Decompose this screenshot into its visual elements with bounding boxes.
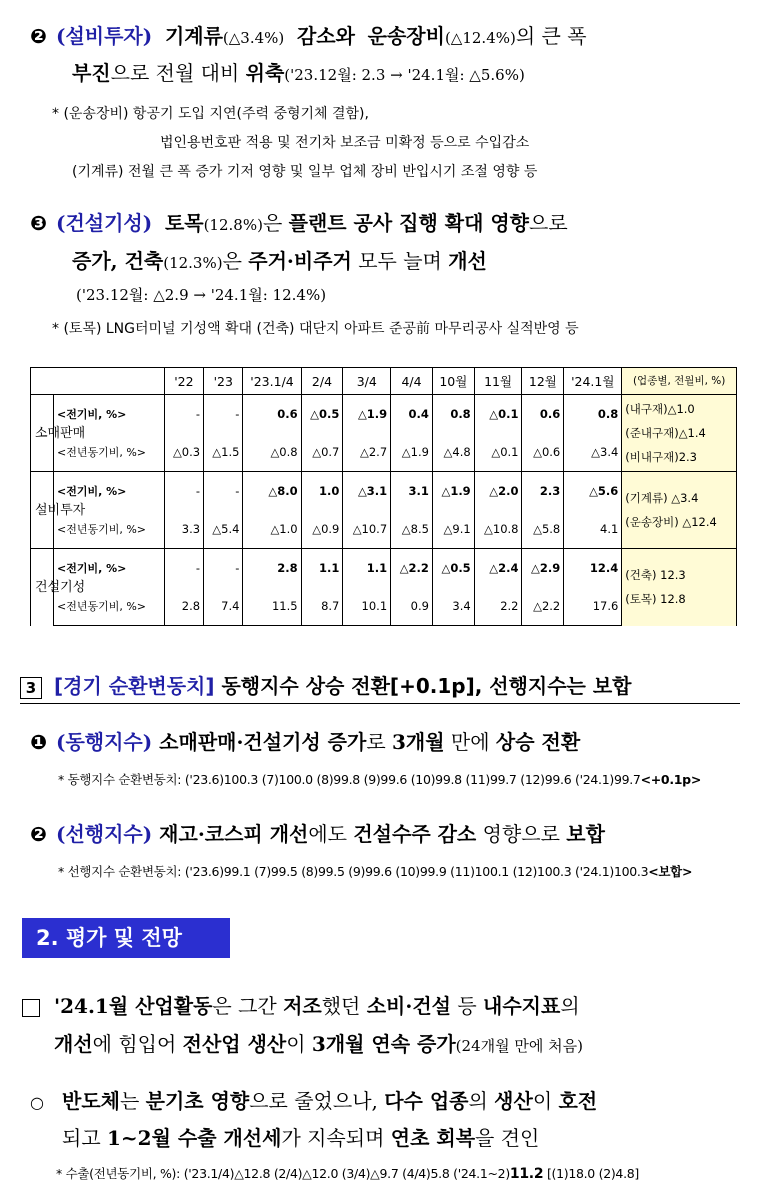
circle-1-icon: ❶ bbox=[30, 730, 47, 754]
square-bullet-icon bbox=[22, 999, 40, 1017]
col-header: 12월 bbox=[522, 368, 564, 395]
col-header: '24.1월 bbox=[564, 368, 622, 395]
row-group-label: 소매판매 bbox=[31, 395, 54, 472]
col-header: '23.1/4 bbox=[243, 368, 301, 395]
sec3-line2: 증가, 건축(12.3%)은 주거·비주거 모두 늘며 개선 bbox=[72, 249, 487, 273]
eval-circle-line1: ○ 반도체는 분기초 영향으로 줄었으나, 다수 업종의 생산이 호전 bbox=[30, 1089, 598, 1113]
col-header: 3/4 bbox=[343, 368, 391, 395]
row-group-label: 설비투자 bbox=[31, 472, 54, 549]
col-header: '22 bbox=[164, 368, 203, 395]
row-group-label: 건설기성 bbox=[31, 549, 54, 626]
sec2-line1: ❷ (설비투자) 기계류(△3.4%) 감소와 운송장비(△12.4%)의 큰 폭 bbox=[30, 24, 587, 48]
cycle-item1-note: * 동행지수 순환변동치: ('23.6)100.3 (7)100.0 (8)99.8 (9)99.6 (10)99.8 (11)99.7 (12)99.6 ('24.1)99.7<+0.1p> bbox=[58, 772, 701, 787]
cycle-item1: ❶ (동행지수) 소매판매·건설기성 증가로 3개월 만에 상승 전환 bbox=[30, 730, 581, 754]
sec2-note2: 법인용번호판 적용 및 전기차 보조금 미확정 등으로 수입감소 bbox=[160, 135, 530, 151]
cycle-item2: ❷ (선행지수) 재고·코스피 개선에도 건설수주 감소 영향으로 보합 bbox=[30, 822, 605, 846]
square-3-icon: 3 bbox=[20, 677, 42, 699]
eval-circle-line2: 되고 1~2월 수출 개선세가 지속되며 연초 회복을 견인 bbox=[62, 1126, 540, 1150]
table-header-row bbox=[31, 368, 737, 395]
col-header: 11월 bbox=[474, 368, 522, 395]
section-title: 2. 평가 및 전망 bbox=[22, 918, 230, 958]
sec3-note: * (토목) LNG터미널 기성액 확대 (건축) 대단지 아파트 준공前 마무리공사 실적반영 등 bbox=[52, 321, 579, 337]
table-row: 건설기성 <전기비, %> - - 2.8 1.1 1.1 △2.2 △0.5 △2.4 △2.9 12.4 (건축) 12.3 (토목) 12.8 bbox=[31, 549, 737, 588]
cycle-heading: 3 [경기 순환변동치] 동행지수 상승 전환[+0.1p], 선행지수는 보합 bbox=[20, 670, 740, 704]
col-header: 2/4 bbox=[301, 368, 343, 395]
col-header: '23 bbox=[204, 368, 243, 395]
row-group-note: (내구재)△1.0 (준내구재)△1.4 (비내구재)2.3 bbox=[622, 395, 737, 472]
row-group-note: (기계류) △3.4 (운송장비) △12.4 bbox=[622, 472, 737, 549]
circle-bullet-icon: ○ bbox=[30, 1093, 44, 1112]
sec2-tag: (설비투자) bbox=[56, 24, 153, 48]
sec2-line2: 부진으로 전월 대비 위축('23.12월: 2.3 → '24.1월: △5.6%) bbox=[72, 61, 525, 85]
eval-line2: 개선에 힘입어 전산업 생산이 3개월 연속 증가(24개월 만에 처음) bbox=[54, 1032, 583, 1056]
table-row: <전년동기비, %> △0.3 △1.5 △0.8 △0.7 △2.7 △1.9 △4.8 △0.1 △0.6 △3.4 bbox=[31, 433, 737, 472]
sec3-tag: (건설기성) bbox=[56, 211, 153, 235]
circle-3-icon: ❸ bbox=[30, 211, 47, 235]
eval-note: * 수출(전년동기비, %): ('23.1/4)△12.8 (2/4)△12.0 (3/4)△9.7 (4/4)5.8 ('24.1~2)11.2 [(1)18.0 (2)4.8] bbox=[56, 1166, 639, 1182]
sec3-line3: ('23.12월: △2.9 → '24.1월: 12.4%) bbox=[76, 286, 327, 304]
table-row: 소매판매 <전기비, %> - - 0.6 △0.5 △1.9 0.4 0.8 △0.1 0.6 0.8 (내구재)△1.0 (준내구재)△1.4 (비내구재)2.3 bbox=[31, 395, 737, 434]
table-row: <전년동기비, %> 2.8 7.4 11.5 8.7 10.1 0.9 3.4 2.2 △2.2 17.6 bbox=[31, 587, 737, 626]
col-header: 4/4 bbox=[391, 368, 433, 395]
circle-2-icon: ❷ bbox=[30, 24, 47, 48]
sec2-note1: * (운송장비) 항공기 도입 지연(주력 중형기체 결함), bbox=[52, 106, 369, 122]
indicator-table bbox=[30, 367, 737, 626]
sec3-line1: ❸ (건설기성) 토목(12.8%)은 플랜트 공사 집행 확대 영향으로 bbox=[30, 211, 568, 235]
sec2-note3: (기계류) 전월 큰 폭 증가 기저 영향 및 일부 업체 장비 반입시기 조절 영향 등 bbox=[72, 164, 538, 180]
cycle-item2-note: * 선행지수 순환변동치: ('23.6)99.1 (7)99.5 (8)99.5 (9)99.6 (10)99.9 (11)100.1 (12)100.3 ('24.1)100.3<보합> bbox=[58, 864, 693, 879]
table-row: <전년동기비, %> 3.3 △5.4 △1.0 △0.9 △10.7 △8.5 △9.1 △10.8 △5.8 4.1 bbox=[31, 510, 737, 549]
eval-line1: '24.1월 산업활동은 그간 저조했던 소비·건설 등 내수지표의 bbox=[22, 990, 580, 1019]
col-header: 10월 bbox=[432, 368, 474, 395]
col-header-note: (업종별, 전월비, %) bbox=[622, 368, 737, 395]
table-row: 설비투자 <전기비, %> - - △8.0 1.0 △3.1 3.1 △1.9 △2.0 2.3 △5.6 (기계류) △3.4 (운송장비) △12.4 bbox=[31, 472, 737, 511]
circle-2-icon: ❷ bbox=[30, 822, 47, 846]
row-group-note: (건축) 12.3 (토목) 12.8 bbox=[622, 549, 737, 626]
